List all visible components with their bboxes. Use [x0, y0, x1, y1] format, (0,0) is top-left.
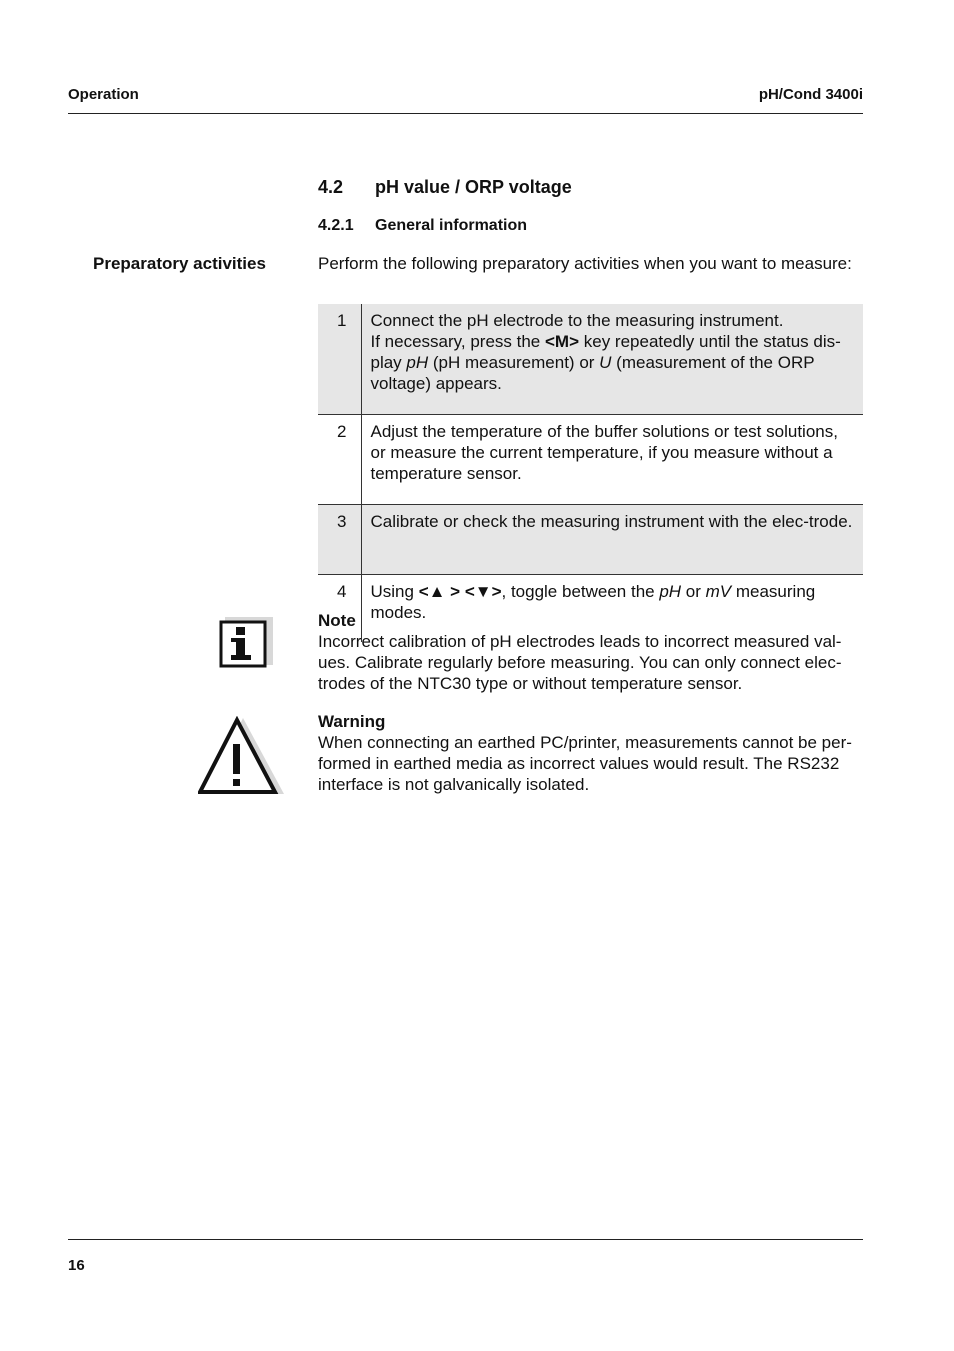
text-span: If necessary, press the	[370, 332, 545, 351]
text-span: , toggle between the	[501, 582, 660, 601]
step-number: 4	[318, 575, 361, 643]
mode-label: mV	[705, 582, 732, 601]
header-rule	[68, 113, 863, 114]
text-span: (pH measurement) or	[428, 353, 600, 372]
subsection-heading	[318, 217, 527, 235]
warning-block	[318, 711, 866, 795]
step-text: Adjust the temperature of the buffer solutions or test solutions, or measure the current temperature, if you measure without a temperature sensor.	[361, 415, 863, 505]
text-span: (measurement of the ORP voltage) appears.	[370, 353, 815, 393]
step-text	[361, 304, 863, 415]
step-text: Calibrate or check the measuring instrument with the elec-trode.	[361, 505, 863, 575]
step-number: 2	[318, 415, 361, 505]
section-title: pH value / ORP voltage	[375, 177, 572, 197]
step-line: Connect the pH electrode to the measuring instrument.	[370, 311, 784, 330]
header-product-name: pH/Cond 3400i	[758, 86, 863, 103]
step-line	[371, 331, 856, 394]
step-number: 3	[318, 505, 361, 575]
header-section-title: Operation	[68, 86, 139, 103]
key-label: <M>	[544, 332, 580, 351]
note-block	[318, 610, 866, 694]
text-span: or	[681, 582, 706, 601]
step-number: 1	[318, 304, 361, 415]
key-label: <▲ > <▼>	[418, 582, 502, 601]
table-row	[318, 415, 863, 505]
info-icon	[219, 617, 273, 669]
warning-triangle-icon	[198, 716, 284, 796]
subsection-number: 4.2.1	[318, 217, 354, 234]
note-title: Note	[318, 611, 356, 630]
mode-label: U	[599, 353, 612, 372]
text-span: Using	[370, 582, 419, 601]
mode-label: pH	[406, 353, 429, 372]
mode-label: pH	[659, 582, 682, 601]
warning-text: When connecting an earthed PC/printer, measurements cannot be per-formed in earthed media as incorrect values would result. The RS232 interface is not galvanically isolated.	[318, 733, 852, 794]
text-span: measuring modes.	[370, 582, 816, 622]
footer-rule	[68, 1239, 863, 1240]
section-number: 4.2	[318, 177, 344, 197]
note-text: Incorrect calibration of pH electrodes leads to incorrect measured val-ues. Calibrate regularly before measuring. You can only connect elec-trodes of the NTC30 type or without temperature sensor.	[318, 632, 842, 693]
text-span: key repeatedly until the status dis-play	[370, 332, 841, 372]
steps-table	[318, 304, 863, 642]
intro-text: Perform the following preparatory activities when you want to measure:	[318, 254, 852, 273]
warning-title: Warning	[318, 712, 386, 731]
table-row	[318, 304, 863, 415]
side-label: Preparatory activities	[93, 254, 266, 273]
subsection-title: General information	[375, 217, 528, 234]
table-row	[318, 505, 863, 575]
section-heading	[318, 177, 572, 198]
page-number: 16	[68, 1257, 85, 1274]
